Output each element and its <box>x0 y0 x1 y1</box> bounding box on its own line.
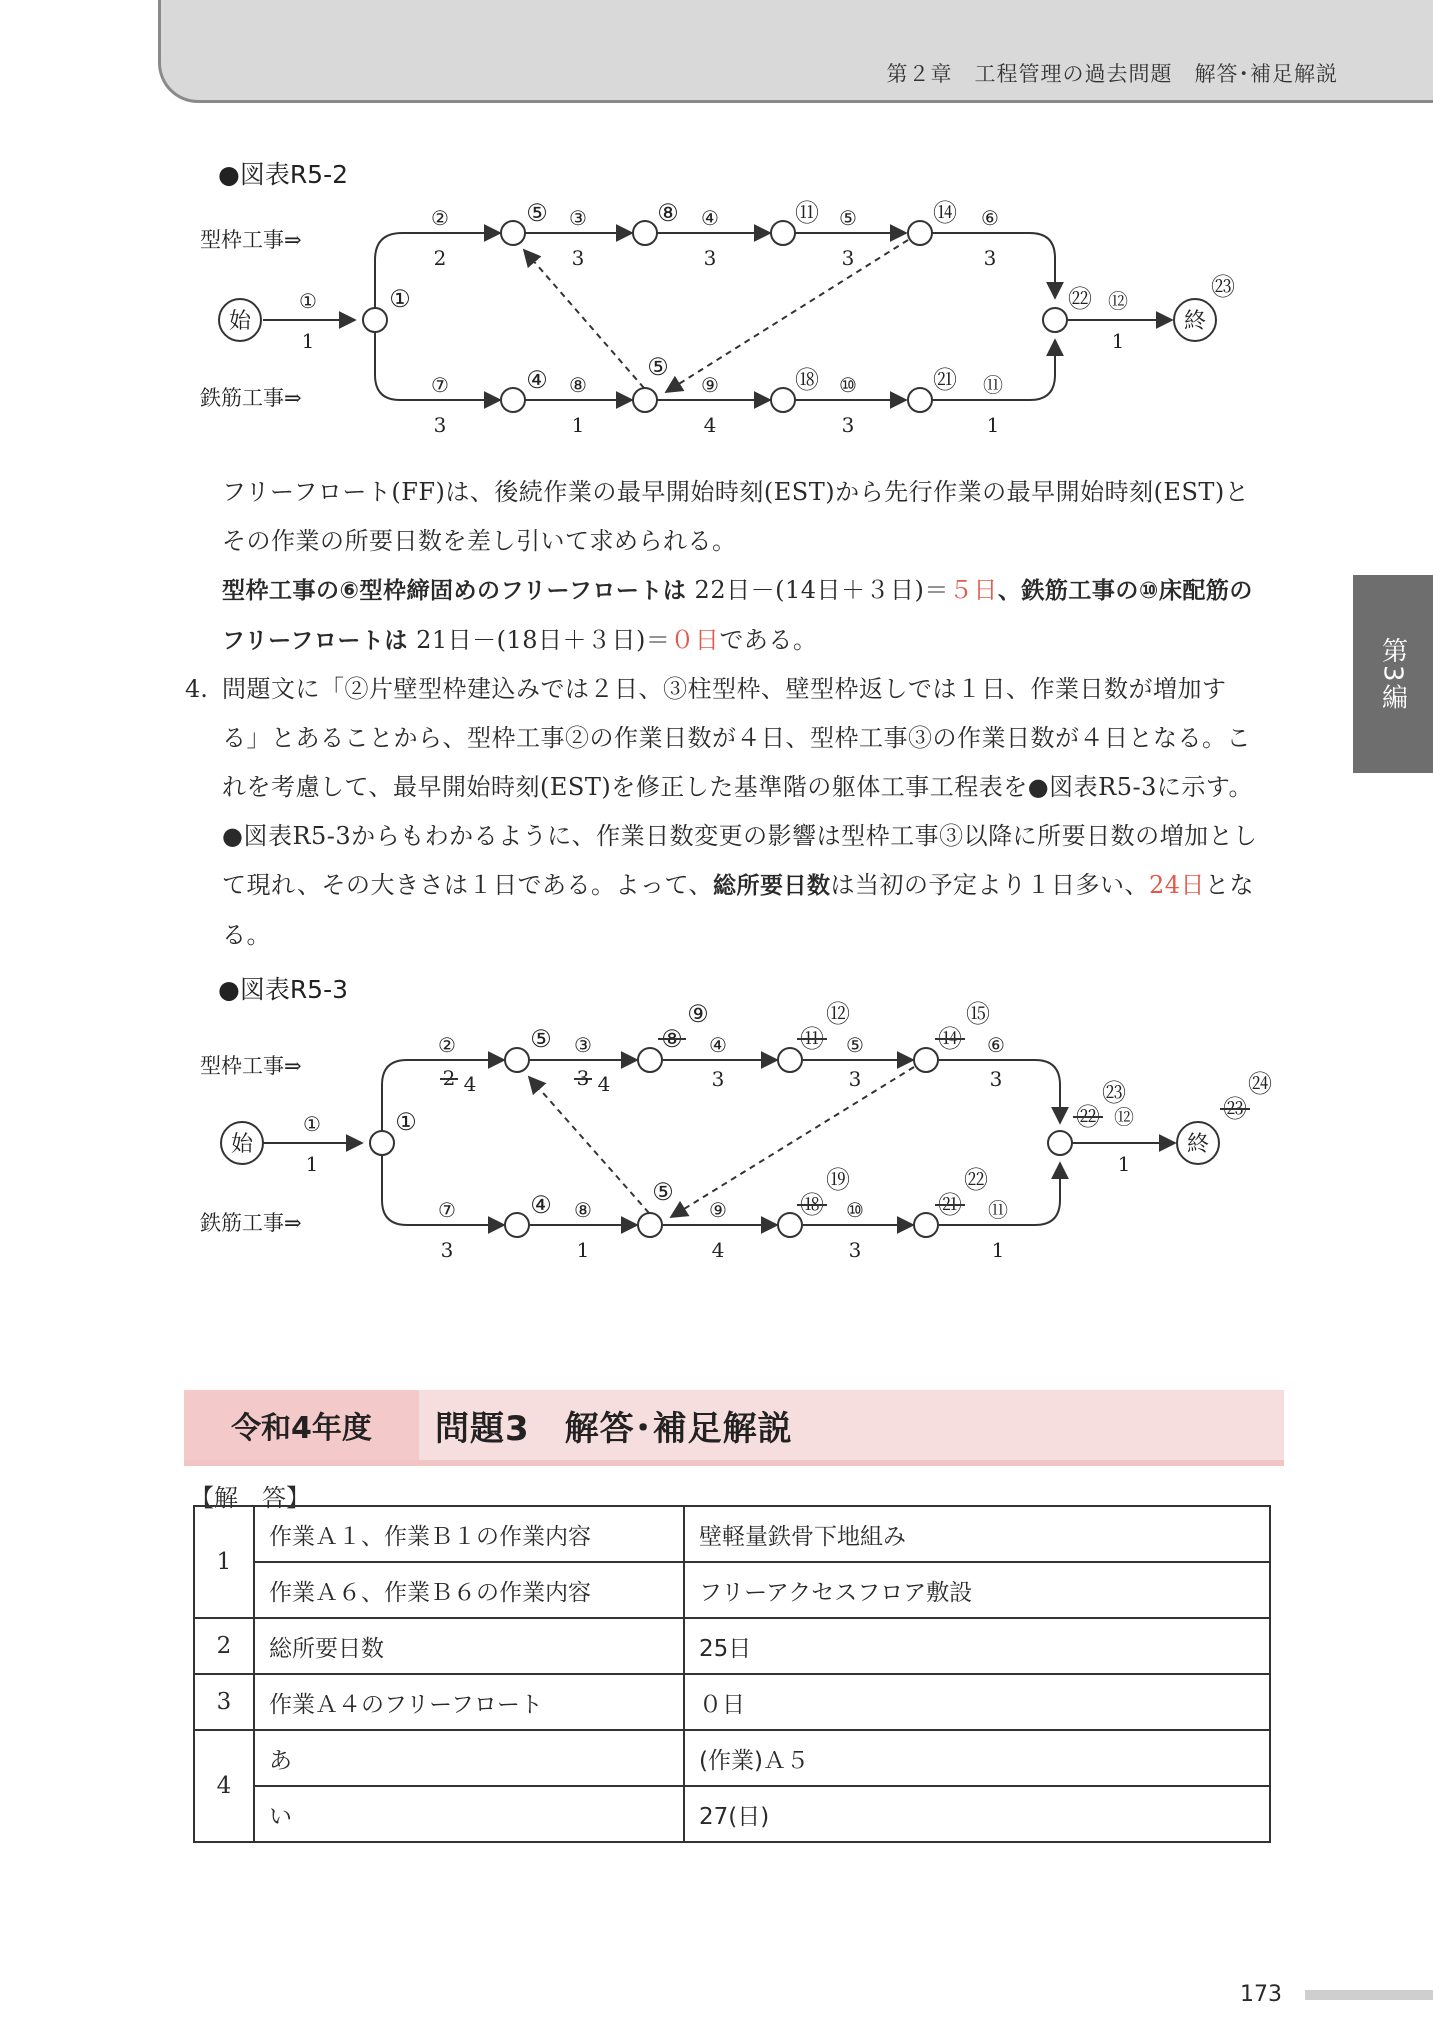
node-number-revised: ㉓ <box>1102 1079 1126 1107</box>
node-number: ㉒ <box>1068 285 1092 313</box>
activity-label: ③ <box>574 1033 592 1057</box>
row-value: 27(日) <box>684 1786 1270 1842</box>
node-number-revised: ⑲ <box>826 1166 850 1194</box>
answer-table <box>193 1505 1271 1843</box>
activity-duration: 3 <box>711 1067 725 1091</box>
activity-label: ② <box>438 1033 456 1057</box>
node-number: ⑤ <box>647 353 669 381</box>
activity-label: ⑨ <box>701 373 719 397</box>
node-number: ① <box>395 1108 417 1136</box>
free-float-explanation <box>222 468 1262 666</box>
node-number-revised: ㉒ <box>964 1166 988 1194</box>
activity-label: ⑤ <box>846 1033 864 1057</box>
activity-duration: 1 <box>986 413 1000 437</box>
kata-label: 型枠工事⇒ <box>200 1054 302 1078</box>
activity-duration: 3 <box>703 246 717 270</box>
row-number: 3 <box>194 1674 254 1730</box>
node-number-revised: ㉔ <box>1248 1070 1272 1098</box>
row-item: 総所要日数 <box>254 1618 684 1674</box>
node-number: ⑱ <box>795 366 819 394</box>
node-number: ⑪ <box>800 1025 824 1053</box>
item-4-explanation: 問題文に「②片壁型枠建込みでは２日、③柱型枠、壁型枠返しでは１日、作業日数が増加する」とあることから、型枠工事②の作業日数が４日、型枠工事③の作業日数が４日となる。これを考慮して、最早開始時刻(EST)を修正した基準階の躯体工事工程表を●図表R5-3に示す。●図表R5-3からもわかるように、作業日数変更の影響は型枠工事③以降に所要日数の増加として現れ、その大きさは１日である。よって、総所要日数は当初の予定より１日多い、24日となる。 <box>222 675 1258 949</box>
activity-label: ⑨ <box>709 1198 727 1222</box>
node-number: ⑤ <box>530 1025 552 1053</box>
activity-duration: 4 <box>703 413 717 437</box>
paragraph: 型枠工事の⑥型枠締固めのフリーフロートは 22日－(14日＋３日)＝５日、鉄筋工事の⑩床配筋のフリーフロートは 21日－(18日＋３日)＝０日である。 <box>222 576 1253 654</box>
activity-label: ② <box>431 206 449 230</box>
activity-duration: 3 <box>433 413 447 437</box>
row-item: あ <box>254 1730 684 1786</box>
tekkin-label: 鉄筋工事⇒ <box>200 386 302 410</box>
activity-duration: 3 <box>989 1067 1003 1091</box>
activity-label: ④ <box>709 1033 727 1057</box>
figure-title-r5-3: ●図表R5-3 <box>218 975 349 1004</box>
table-row <box>194 1506 1270 1562</box>
activity-duration: 2 <box>433 246 447 270</box>
node-number: ④ <box>530 1191 552 1219</box>
section-title: 問題3 解答･補足解説 <box>435 1408 793 1449</box>
answer-label: 【解 答】 <box>190 1484 310 1512</box>
node-number: ⑤ <box>652 1178 674 1206</box>
activity-label: ① <box>303 1112 321 1136</box>
paragraph: フリーフロート(FF)は、後続作業の最早開始時刻(EST)から先行作業の最早開始時刻(EST)とその作業の所要日数を差し引いて求められる。 <box>222 478 1250 555</box>
activity-label: ⑧ <box>574 1198 592 1222</box>
activity-label: ⑪ <box>983 373 1003 397</box>
node-number-revised: ⑮ <box>966 1000 990 1028</box>
activity-label: ⑦ <box>431 373 449 397</box>
node-number: ㉑ <box>933 366 957 394</box>
activity-duration-old: 3 <box>576 1066 590 1090</box>
activity-label: ③ <box>569 206 587 230</box>
activity-label: ⑥ <box>987 1033 1005 1057</box>
activity-duration: 1 <box>1111 329 1125 353</box>
node-number: ⑭ <box>933 199 957 227</box>
activity-label: ⑦ <box>438 1198 456 1222</box>
node-number: ⑤ <box>526 199 548 227</box>
page-number: 173 <box>1240 1982 1282 2007</box>
network-diagram-r5-2 <box>200 195 1250 440</box>
end-node-label: 終 <box>1183 309 1207 334</box>
activity-duration: 1 <box>991 1238 1005 1262</box>
activity-label: ⑩ <box>839 373 857 397</box>
kata-label: 型枠工事⇒ <box>200 228 302 252</box>
page-footer-bar <box>1305 1990 1433 2000</box>
activity-duration: 3 <box>841 413 855 437</box>
row-value: フリーアクセスフロア敷設 <box>684 1562 1270 1618</box>
row-number: 1 <box>194 1506 254 1618</box>
table-row <box>194 1786 1270 1842</box>
node-number: ㉓ <box>1211 273 1235 301</box>
row-item: 作業Ａ１、作業Ｂ１の作業内容 <box>254 1506 684 1562</box>
row-item: 作業Ａ６、作業Ｂ６の作業内容 <box>254 1562 684 1618</box>
figure-title-r5-2: ●図表R5-2 <box>218 160 349 189</box>
row-item: 作業Ａ４のフリーフロート <box>254 1674 684 1730</box>
activity-duration: 4 <box>463 1072 477 1096</box>
activity-label: ⑧ <box>569 373 587 397</box>
node-number: ㉑ <box>938 1191 962 1219</box>
node-number: ⑧ <box>657 199 679 227</box>
activity-duration: 3 <box>440 1238 454 1262</box>
node-number: ⑱ <box>800 1191 824 1219</box>
activity-label: ④ <box>701 206 719 230</box>
activity-duration: 3 <box>848 1238 862 1262</box>
row-number: 2 <box>194 1618 254 1674</box>
activity-label: ⑪ <box>988 1198 1008 1222</box>
row-value: 壁軽量鉄骨下地組み <box>684 1506 1270 1562</box>
table-row <box>194 1674 1270 1730</box>
node-number: ① <box>389 285 411 313</box>
node-number: ㉒ <box>1076 1103 1100 1131</box>
start-node-label: 始 <box>230 1132 254 1157</box>
activity-duration: 1 <box>301 329 315 353</box>
activity-duration: 1 <box>1117 1152 1131 1176</box>
row-value: (作業)Ａ５ <box>684 1730 1270 1786</box>
section-year: 令和4年度 <box>184 1390 419 1460</box>
node-number-revised: ⑫ <box>826 1000 850 1028</box>
row-value: 25日 <box>684 1618 1270 1674</box>
activity-label: ① <box>299 289 317 313</box>
end-node-label: 終 <box>1186 1132 1210 1157</box>
activity-label: ⑫ <box>1108 289 1128 313</box>
activity-duration: 4 <box>597 1072 611 1096</box>
item-number: 4. <box>185 675 208 703</box>
activity-label: ⑥ <box>981 206 999 230</box>
activity-duration: 3 <box>841 246 855 270</box>
activity-duration: 1 <box>571 413 585 437</box>
section-side-tab: 第3編 <box>1353 575 1433 773</box>
row-item: い <box>254 1786 684 1842</box>
row-number: 4 <box>194 1730 254 1842</box>
node-number-revised: ⑨ <box>687 1000 709 1028</box>
node-number: ④ <box>526 366 548 394</box>
node-number: ⑧ <box>661 1025 683 1053</box>
row-value: ０日 <box>684 1674 1270 1730</box>
activity-label: ⑫ <box>1114 1105 1134 1129</box>
chapter-header: 第２章 工程管理の過去問題 解答･補足解説 <box>886 62 1338 86</box>
table-row <box>194 1730 1270 1786</box>
tekkin-label: 鉄筋工事⇒ <box>200 1211 302 1235</box>
activity-duration-old: 2 <box>442 1066 456 1090</box>
start-node-label: 始 <box>228 309 252 334</box>
activity-duration: 3 <box>848 1067 862 1091</box>
activity-duration: 3 <box>983 246 997 270</box>
activity-duration: 1 <box>305 1152 319 1176</box>
activity-duration: 1 <box>576 1238 590 1262</box>
activity-duration: 4 <box>711 1238 725 1262</box>
table-row <box>194 1618 1270 1674</box>
table-row <box>194 1562 1270 1618</box>
activity-duration: 3 <box>571 246 585 270</box>
activity-label: ⑩ <box>846 1198 864 1222</box>
activity-label: ⑤ <box>839 206 857 230</box>
node-number: ㉓ <box>1223 1095 1247 1123</box>
node-number: ⑪ <box>795 199 819 227</box>
network-diagram-r5-3 <box>200 995 1280 1265</box>
node-number: ⑭ <box>938 1025 962 1053</box>
